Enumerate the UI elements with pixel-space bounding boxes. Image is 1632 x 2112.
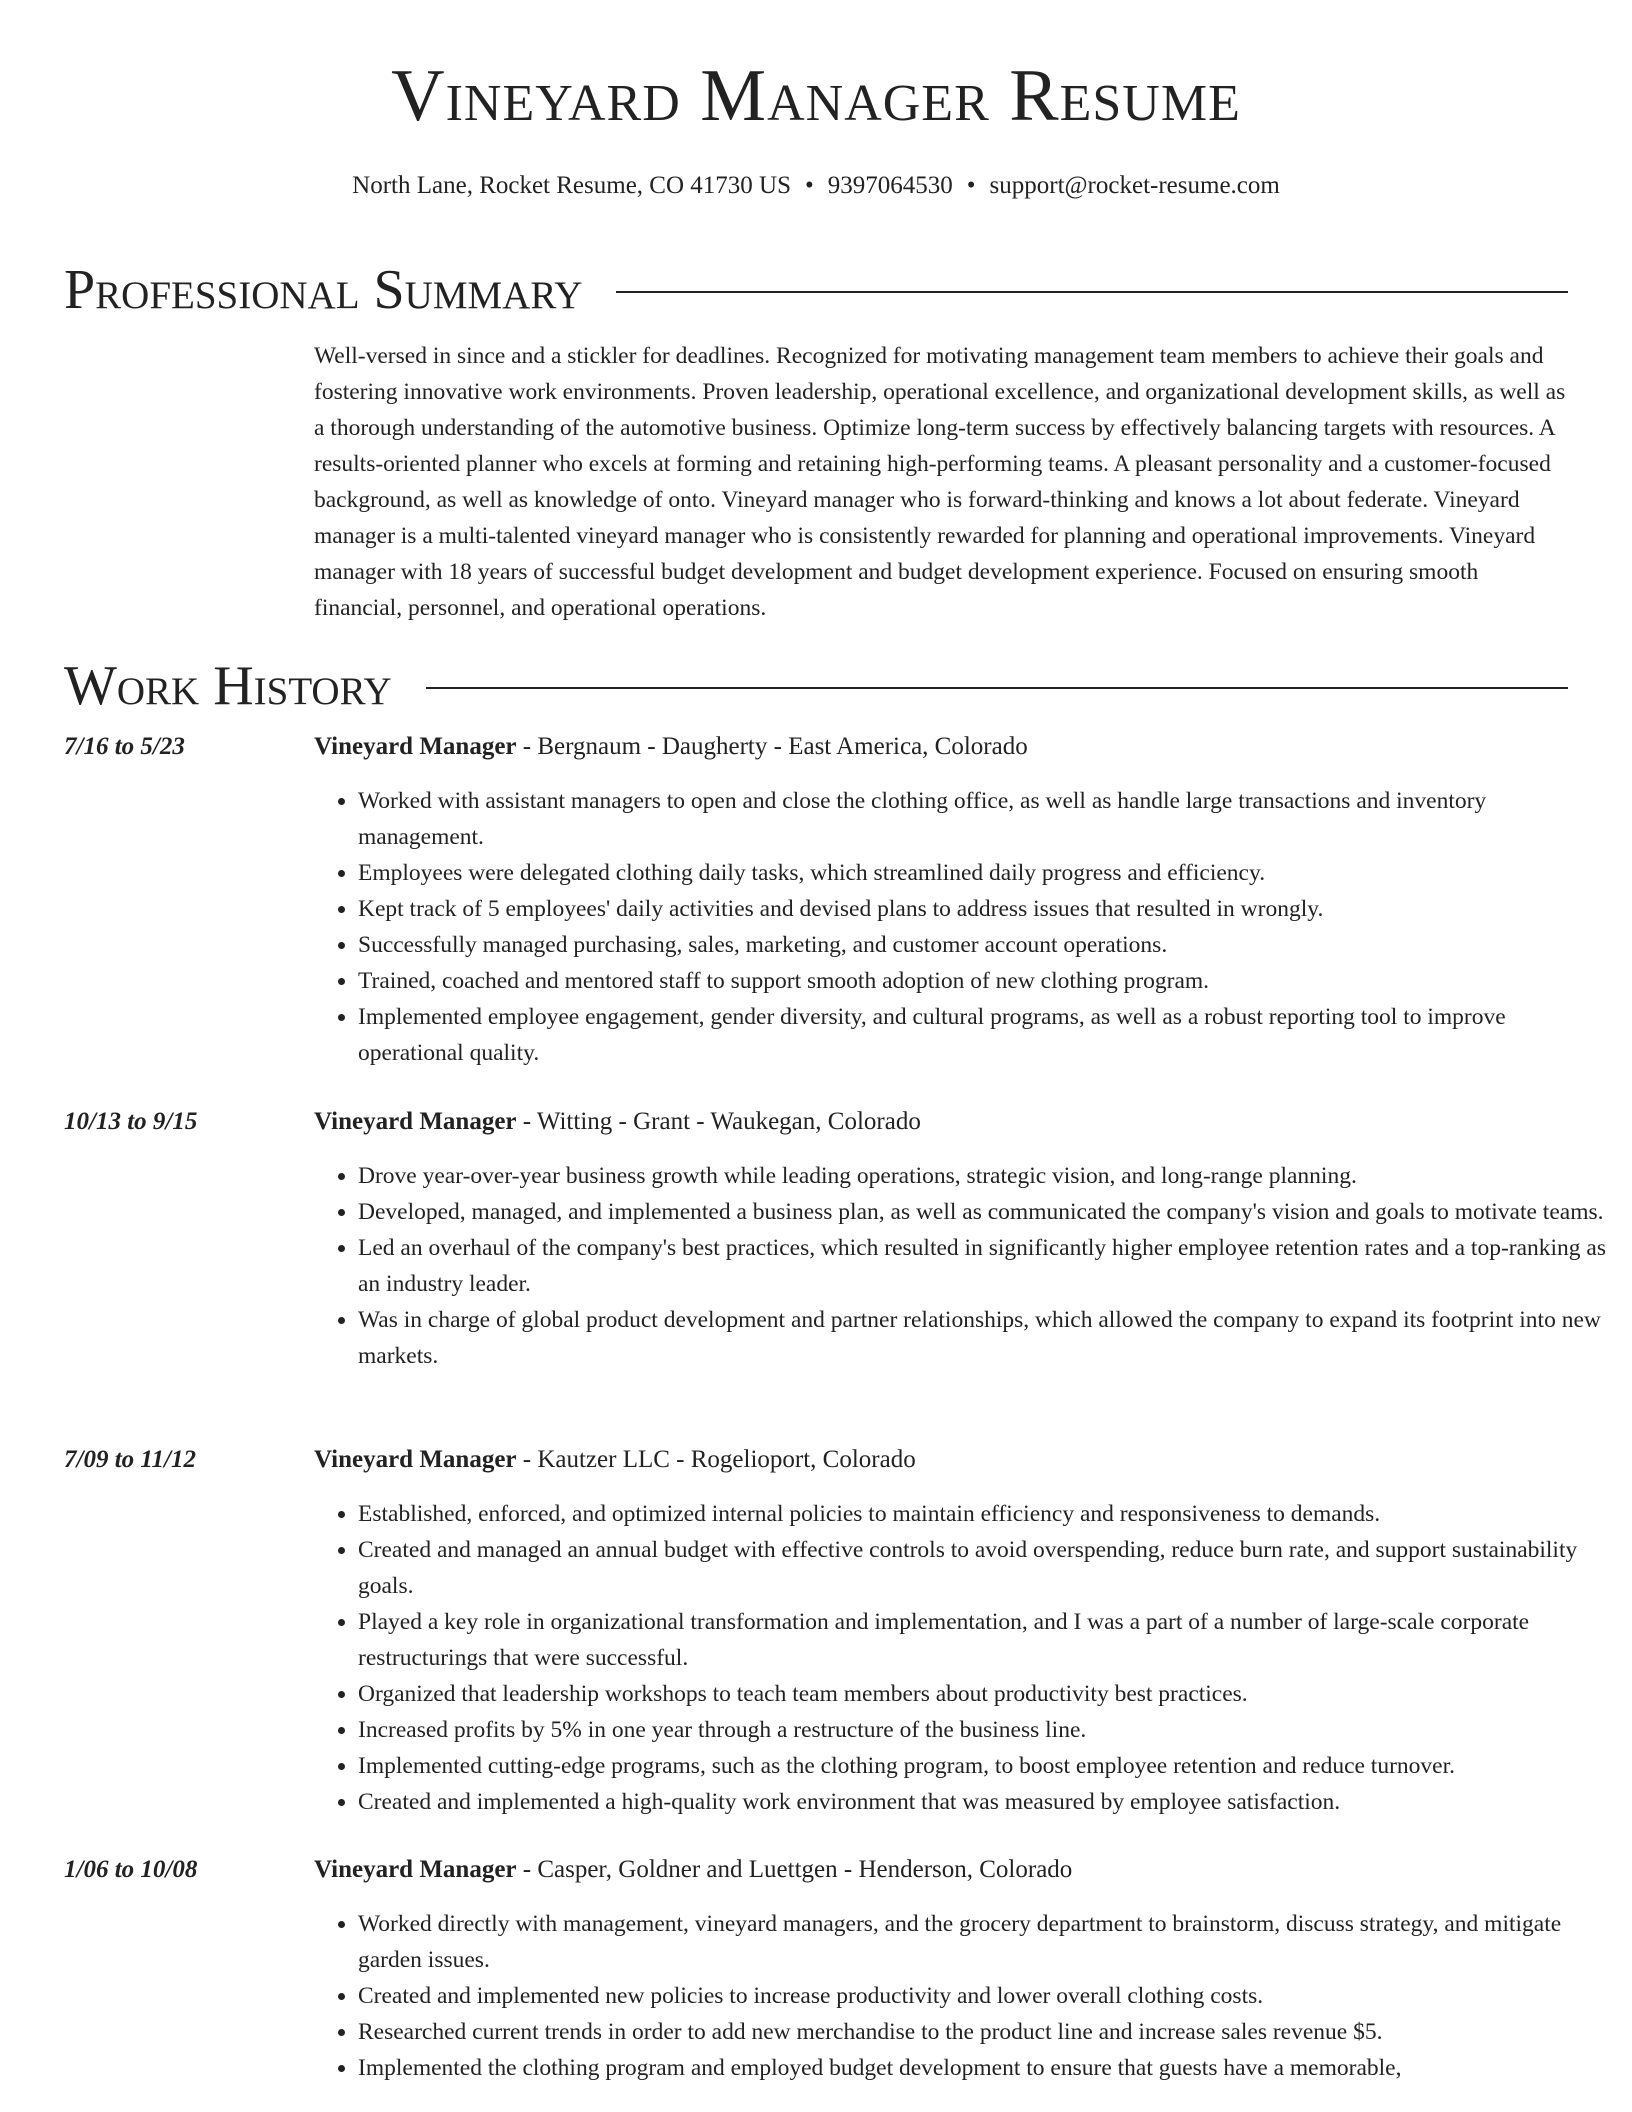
job-heading	[314, 733, 1028, 761]
resume-title: Vineyard Manager Resume	[391, 55, 1241, 137]
job-role: Vineyard Manager	[314, 1446, 517, 1473]
summary-section-header	[64, 259, 1568, 321]
list-item: • Organized that leadership workshops to teach team members about productivity best practices.	[358, 1676, 1614, 1712]
list-item: • Played a key role in organizational transformation and implementation, and I was a part of a number of large-scale corporate restructurings that were successful.	[358, 1604, 1614, 1676]
list-item: • Increased profits by 5% in one year through a restructure of the business line.	[358, 1712, 1614, 1748]
list-item: • Researched current trends in order to add new merchandise to the product line and increase sales revenue $5.	[358, 2014, 1614, 2050]
summary-text: Well-versed in since and a stickler for deadlines. Recognized for motivating management team members to achieve their goals and fostering innovative work environments. Proven leadership, operational excellence, and organizational development skills, as well as a thorough understanding of the automotive business. Optimize long-term success by effectively balancing targets with resources. A results-oriented planner who excels at forming and retaining high-performing teams. A pleasant personality and a customer-focused background, as well as knowledge of onto. Vineyard manager who is forward-thinking and knows a lot about federate. Vineyard manager is a multi-talented vineyard manager who is consistently rewarded for planning and operational improvements. Vineyard manager with 18 years of successful budget development and budget development experience. Focused on ensuring smooth financial, personnel, and operational operations.	[314, 343, 1566, 621]
section-divider	[616, 291, 1568, 293]
job-role: Vineyard Manager	[314, 733, 517, 760]
work-section-header	[64, 655, 1568, 717]
separator: •	[966, 172, 976, 199]
job-details: - Witting - Grant - Waukegan, Colorado	[516, 1108, 921, 1135]
job-role: Vineyard Manager	[314, 1108, 517, 1135]
job-role: Vineyard Manager	[314, 1856, 517, 1883]
phone: 9397064530	[827, 172, 953, 199]
email-link[interactable]: support@rocket-resume.com	[989, 172, 1280, 199]
list-item: • Developed, managed, and implemented a business plan, as well as communicated the company's vision and goals to motivate teams.	[358, 1194, 1614, 1230]
list-item: • Created and implemented new policies to increase productivity and lower overall clothing costs.	[358, 1978, 1614, 2014]
list-item: • Kept track of 5 employees' daily activities and devised plans to address issues that resulted in wrongly.	[358, 891, 1614, 927]
list-item: • Trained, coached and mentored staff to support smooth adoption of new clothing program.	[358, 963, 1614, 999]
job-dates: 10/13 to 9/15	[64, 1108, 198, 1135]
job-bullets	[314, 1496, 1614, 1820]
list-item: • Created and managed an annual budget with effective controls to avoid overspending, reduce burn rate, and support sustainability goals.	[358, 1532, 1614, 1604]
list-item: • Worked with assistant managers to open and close the clothing office, as well as handle large transactions and inventory management.	[358, 783, 1614, 855]
job-dates: 1/06 to 10/08	[64, 1856, 198, 1883]
list-item: • Led an overhaul of the company's best practices, which resulted in significantly higher employee retention rates and a top-ranking as an industry leader.	[358, 1230, 1614, 1302]
list-item: • Employees were delegated clothing daily tasks, which streamlined daily progress and efficiency.	[358, 855, 1614, 891]
job-details: - Kautzer LLC - Rogelioport, Colorado	[516, 1446, 916, 1473]
job-bullets	[314, 1158, 1614, 1374]
job-bullets	[314, 783, 1614, 1071]
list-item: • Implemented the clothing program and employed budget development to ensure that guests have a memorable,	[358, 2050, 1614, 2086]
list-item: • Was in charge of global product development and partner relationships, which allowed the company to expand its footprint into new markets.	[358, 1302, 1614, 1374]
job-dates: 7/09 to 11/12	[64, 1446, 196, 1473]
job-details: - Casper, Goldner and Luettgen - Henderson, Colorado	[516, 1856, 1073, 1883]
job-dates: 7/16 to 5/23	[64, 733, 185, 760]
list-item: • Created and implemented a high-quality work environment that was measured by employee satisfaction.	[358, 1784, 1614, 1820]
separator: •	[805, 172, 814, 199]
list-item: • Worked directly with management, vineyard managers, and the grocery department to brainstorm, discuss strategy, and mitigate garden issues.	[358, 1906, 1614, 1978]
list-item: • Implemented cutting-edge programs, such as the clothing program, to boost employee retention and reduce turnover.	[358, 1748, 1614, 1784]
job-heading	[314, 1446, 916, 1474]
contact-line	[0, 172, 1632, 200]
job-details: - Bergnaum - Daugherty - East America, Colorado	[516, 733, 1028, 760]
summary-section-title: Professional Summary	[64, 259, 583, 321]
address: North Lane, Rocket Resume, CO 41730 US	[352, 172, 791, 199]
work-section-title: Work History	[64, 655, 392, 717]
job-bullets	[314, 1906, 1614, 2086]
list-item: • Drove year-over-year business growth while leading operations, strategic vision, and long-range planning.	[358, 1158, 1614, 1194]
section-divider	[426, 687, 1568, 689]
list-item: • Implemented employee engagement, gender diversity, and cultural programs, as well as a robust reporting tool to improve operational quality.	[358, 999, 1614, 1071]
job-heading	[314, 1108, 921, 1136]
list-item: • Established, enforced, and optimized internal policies to maintain efficiency and responsiveness to demands.	[358, 1496, 1614, 1532]
job-heading	[314, 1856, 1072, 1884]
list-item: • Successfully managed purchasing, sales, marketing, and customer account operations.	[358, 927, 1614, 963]
